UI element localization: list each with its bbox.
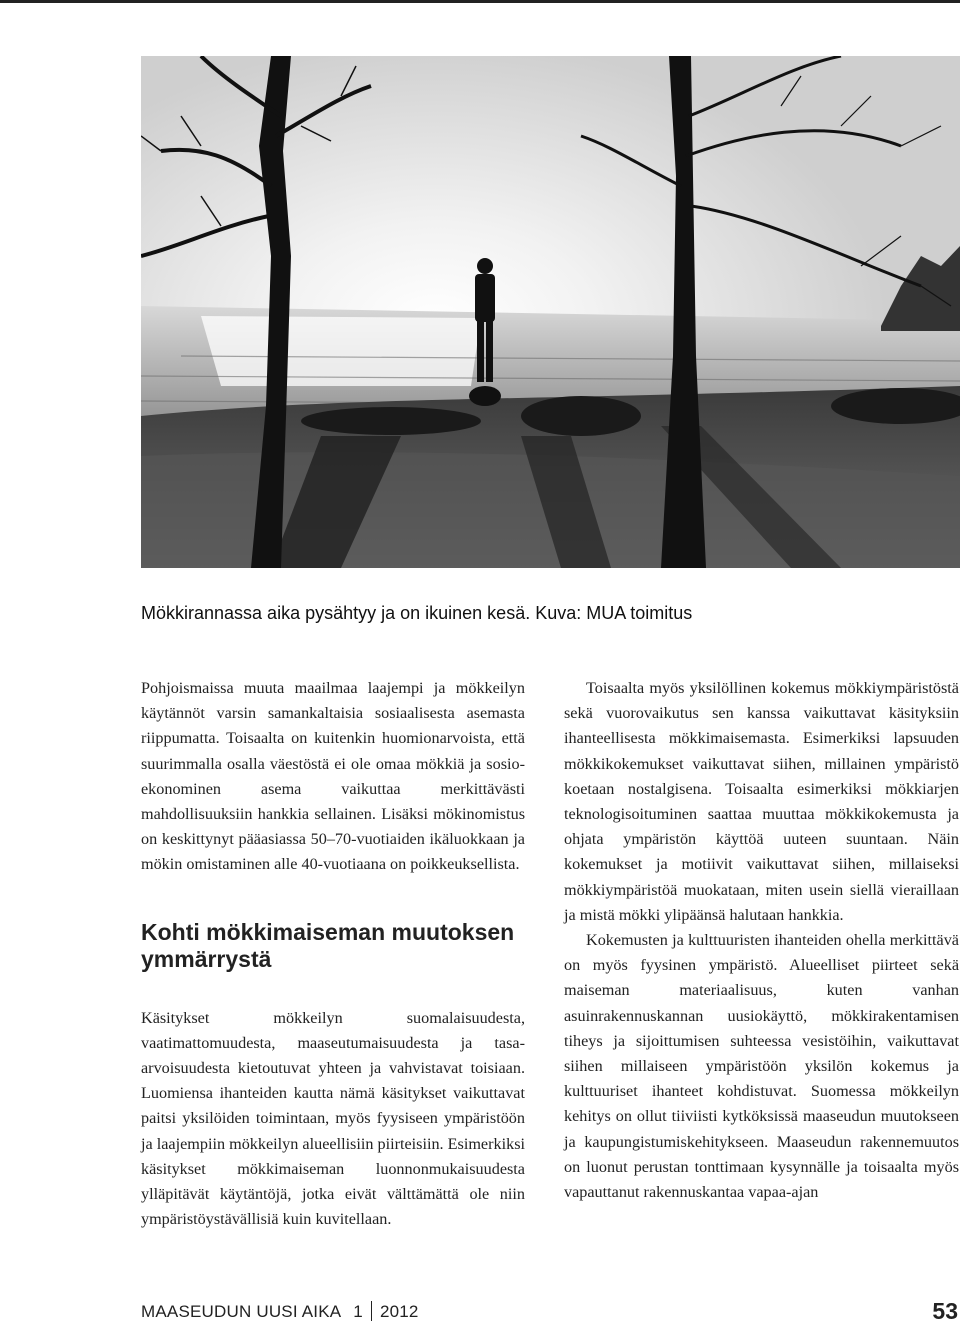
body-paragraph: Kokemusten ja kulttuuristen ihanteiden ohella merkittävä on myös fyysinen ympäristö. Alueelliset piirteet sekä maiseman materiaalisuus, kuten vanhan asuinrakennuskannan uusiokäyttö, mökkirakentamisen tiheys ja sijoittumisen suhteessa vesistöihin, vaikuttavat siihen millaiseen ympäristöön yksilön kokemus ja kulttuuriset ihanteet kohdistuvat. Suomessa mökkeilyn kehitys on ollut tiiviisti kytköksissä maaseudun muutokseen ja kaupungistumiskehitykseen. Maaseudun rakennemuutos on luonut perustan tonttimaan kysynnälle ja toisaalta myös vapauttanut rakennuskantaa vapaa-ajan	[564, 931, 959, 1202]
body-paragraph: Pohjoismaissa muuta maailmaa laajempi ja mökkeilyn käytännöt varsin samankaltaisia sosiaalisesta asemasta riippumatta. Toisaalta on kuitenkin huomionarvoista, että suurimmalla osalla väestöstä ei ole omaa mökkiä ja sosio-ekonominen asema vaikuttaa merkittävästi mahdollisuuksiin hankkia sellainen. Lisäksi mökinomistus on keskittynyt pääasiassa 50–70-vuotiaiden ikäluokkaan ja mökin omistaminen alle 40-vuotiaana on poikkeuksellista.	[141, 679, 525, 874]
body-paragraph: Käsitykset mökkeilyn suomalaisuudesta, vaatimattomuudesta, maaseutumaisuudesta ja tasa-arvoisuudesta kietoutuvat yhteen ja vahvistavat toisiaan. Luomiensa ihanteiden kautta nämä käsitykset vaikuttavat paitsi yksilöiden toimintaan, myös fyysiseen ympäristöön ja laajempiin mökkeilyn alueellisiin piirteisiin. Esimerkiksi käsitykset mökkimaiseman luonnonmukaisuudesta ylläpitävät käytäntöjä, jotka eivät välttämättä ole niin ympäristöystävällisiä kuin kuvitellaan.	[141, 1008, 525, 1229]
photo-caption: Mökkirannassa aika pysähtyy ja on ikuinen kesä. Kuva: MUA toimitus	[141, 603, 693, 623]
magazine-title: MAASEUDUN UUSI AIKA	[141, 1302, 341, 1321]
section-heading: Kohti mökkimaiseman muutoksen ymmärrystä	[141, 918, 515, 972]
lakeside-photo	[141, 56, 960, 568]
footer-divider	[371, 1301, 372, 1321]
top-rule	[0, 0, 960, 3]
left-column	[141, 676, 525, 1232]
page-footer	[141, 1298, 960, 1324]
body-paragraph: Toisaalta myös yksilöllinen kokemus mökkiympäristöstä sekä vuorovaikutus sen kanssa vaikuttavat käsityksiin ihanteellisesta mökkimaisemasta. Esimerkiksi lapsuuden mökkikokemukset vaikuttavat siihen, millainen ympäristö koetaan nostalgisena. Toisaalta esimerkiksi mökkiarjen teknologisoituminen saattaa muuttaa mökkikokemusta ja ohjata ympäristön käyttöä uuteen suuntaan. Näin kokemukset ja motiivit vaikuttavat siihen, millaiseksi mökkiympäristöä muokataan, miten usein siellä vieraillaan ja mistä mökki ylipäänsä halutaan hankkia.	[564, 679, 959, 924]
page-number: 53	[932, 1298, 958, 1324]
issue-number: 1	[353, 1302, 363, 1321]
magazine-info	[141, 1301, 419, 1322]
issue-year: 2012	[379, 1302, 419, 1321]
right-column	[564, 676, 959, 1205]
